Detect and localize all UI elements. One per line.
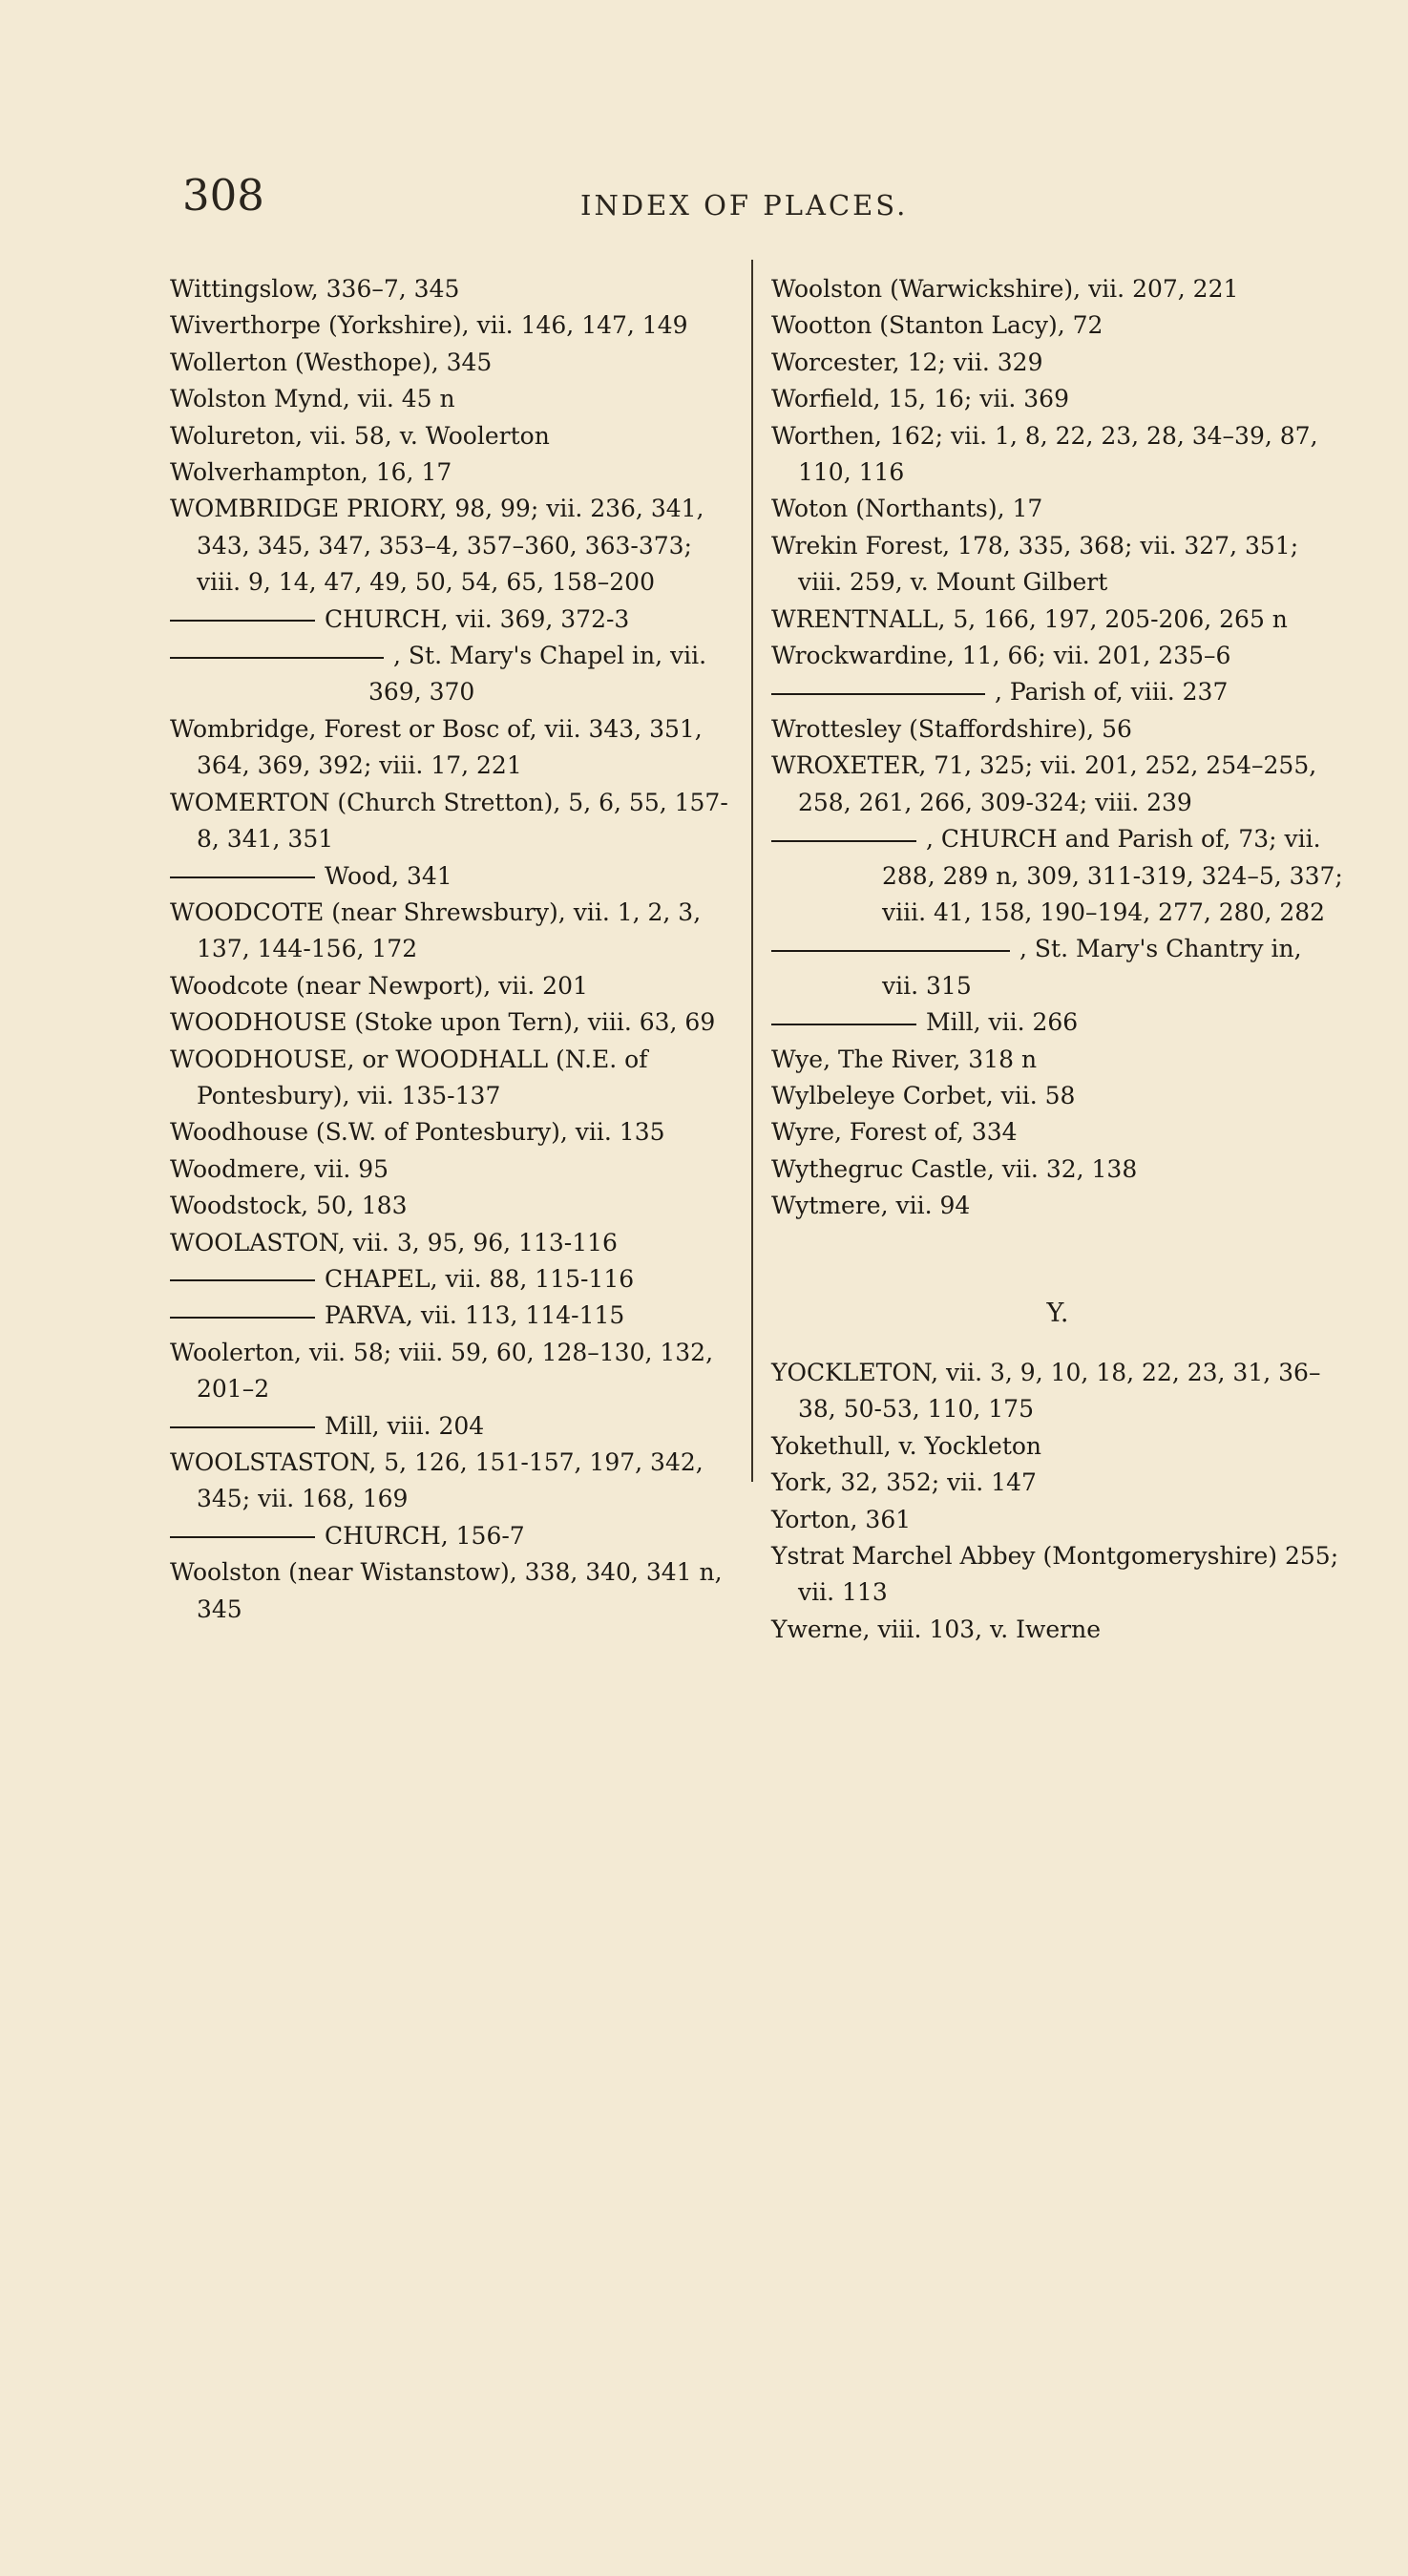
index-subentry	[170, 1261, 731, 1298]
index-entry: WOMERTON (Church Stretton), 5, 6, 55, 157-8, 341, 351	[170, 788, 728, 854]
subentry-text: CHAPEL, vii. 88, 115-116	[325, 1264, 635, 1293]
right-column	[771, 271, 1344, 1648]
index-entry: WOOLSTASTON, 5, 126, 151-157, 197, 342, 345; vii. 168, 169	[170, 1448, 704, 1513]
index-entry: Wyre, Forest of, 334	[771, 1118, 1018, 1147]
index-entry: Ywerne, viii. 103, v. Iwerne	[771, 1615, 1102, 1643]
index-entry: Woolston (Warwickshire), vii. 207, 221	[771, 275, 1239, 303]
index-entry: Wylbeleye Corbet, vii. 58	[771, 1081, 1076, 1109]
index-entry: Wythegruc Castle, vii. 32, 138	[771, 1154, 1138, 1183]
index-entry: Wootton (Stanton Lacy), 72	[771, 311, 1103, 340]
subentry-text: Mill, vii. 266	[926, 1008, 1079, 1037]
index-entry: Wiverthorpe (Yorkshire), vii. 146, 147, 149	[170, 311, 688, 340]
ditto-rule	[170, 1279, 315, 1281]
subentry-text: Wood, 341	[325, 861, 452, 890]
index-subentry	[170, 602, 731, 638]
subentry-text: CHURCH, 156-7	[325, 1521, 525, 1550]
ditto-rule	[771, 950, 1010, 952]
index-subentry	[170, 638, 731, 711]
index-entry: Wrockwardine, 11, 66; vii. 201, 235–6	[771, 642, 1231, 670]
subentry-text: Mill, viii. 204	[325, 1411, 485, 1440]
subentry-text: , Parish of, viii. 237	[995, 678, 1229, 707]
left-column	[170, 271, 731, 1628]
index-entry: WRENTNALL, 5, 166, 197, 205-206, 265 n	[771, 604, 1288, 633]
index-subentry	[771, 674, 1344, 710]
index-entry: WOMBRIDGE PRIORY, 98, 99; vii. 236, 341, 343, 345, 347, 353–4, 357–360, 363-373; viii. 9, 14, 47, 49, 50, 54, 65, 158–200	[170, 495, 704, 597]
index-subentry	[771, 931, 1344, 1004]
index-entry: YOCKLETON, vii. 3, 9, 10, 18, 22, 23, 31, 36–38, 50-53, 110, 175	[771, 1358, 1321, 1424]
index-entry: Woodhouse (S.W. of Pontesbury), vii. 135	[170, 1118, 665, 1147]
index-entry: Ystrat Marchel Abbey (Montgomeryshire) 255; vii. 113	[771, 1542, 1339, 1607]
index-subentry	[170, 1518, 731, 1554]
subentry-text: CHURCH, vii. 369, 372-3	[325, 604, 630, 633]
index-entry: Woodstock, 50, 183	[170, 1192, 408, 1220]
section-heading-y: Y.	[1046, 1298, 1069, 1328]
index-entry: WOOLASTON, vii. 3, 95, 96, 113-116	[170, 1228, 618, 1256]
index-entry: Wolureton, vii. 58, v. Woolerton	[170, 421, 550, 450]
column-divider	[751, 260, 753, 1482]
index-entry: WOODCOTE (near Shrewsbury), vii. 1, 2, 3, 137, 144-156, 172	[170, 897, 702, 963]
index-entry: Wrottesley (Staffordshire), 56	[771, 714, 1132, 743]
index-entry: Wombridge, Forest or Bosc of, vii. 343, 351, 364, 369, 392; viii. 17, 221	[170, 714, 703, 780]
ditto-rule	[170, 657, 384, 659]
index-entry: WOODHOUSE (Stoke upon Tern), viii. 63, 69	[170, 1008, 716, 1037]
index-entry: Wye, The River, 318 n	[771, 1045, 1038, 1073]
index-entry: Wrekin Forest, 178, 335, 368; vii. 327, 351; viii. 259, v. Mount Gilbert	[771, 531, 1299, 597]
index-entry: WOODHOUSE, or WOODHALL (N.E. of Pontesbury), vii. 135-137	[170, 1045, 648, 1109]
index-entry: Woton (Northants), 17	[771, 495, 1043, 523]
page-number: 308	[182, 170, 264, 221]
index-subentry	[771, 1004, 1344, 1041]
ditto-rule	[170, 620, 315, 622]
index-entry: Woodmere, vii. 95	[170, 1154, 389, 1183]
index-entry: Wolston Mynd, vii. 45 n	[170, 385, 455, 413]
index-entry: Worcester, 12; vii. 329	[771, 348, 1043, 376]
subentry-text: , St. Mary's Chapel in, vii. 369, 370	[368, 642, 707, 707]
index-subentry	[170, 1298, 731, 1334]
index-subentry	[771, 821, 1344, 931]
ditto-rule	[771, 693, 985, 695]
index-subentry	[170, 858, 731, 895]
index-entry: Worthen, 162; vii. 1, 8, 22, 23, 28, 34–39, 87, 110, 116	[771, 421, 1318, 487]
index-entry: Wolverhampton, 16, 17	[170, 458, 452, 487]
ditto-rule	[170, 1426, 315, 1428]
index-entry: Wittingslow, 336–7, 345	[170, 275, 460, 303]
index-entry: WROXETER, 71, 325; vii. 201, 252, 254–255, 258, 261, 266, 309-324; viii. 239	[771, 751, 1317, 816]
index-entry: Worfield, 15, 16; vii. 369	[771, 385, 1069, 413]
index-entry: York, 32, 352; vii. 147	[771, 1468, 1037, 1497]
index-entry: Woolerton, vii. 58; viii. 59, 60, 128–130, 132, 201–2	[170, 1338, 714, 1404]
index-entry: Wollerton (Westhope), 345	[170, 348, 493, 376]
ditto-rule	[170, 876, 315, 878]
index-entry: Woolston (near Wistanstow), 338, 340, 341 n, 345	[170, 1558, 723, 1623]
index-entry: Wytmere, vii. 94	[771, 1192, 971, 1220]
subentry-text: , St. Mary's Chantry in, vii. 315	[882, 935, 1302, 1000]
ditto-rule	[170, 1317, 315, 1319]
ditto-rule	[771, 840, 916, 842]
ditto-rule	[170, 1536, 315, 1538]
index-entry: Yokethull, v. Yockleton	[771, 1431, 1042, 1460]
subentry-text: , CHURCH and Parish of, 73; vii. 288, 289 n, 309, 311-319, 324–5, 337; viii. 41, 158, 190–194, 277, 280, 282	[882, 825, 1343, 926]
index-subentry	[170, 1408, 731, 1445]
index-entry: Woodcote (near Newport), vii. 201	[170, 971, 588, 1000]
subentry-text: PARVA, vii. 113, 114-115	[325, 1301, 625, 1330]
ditto-rule	[771, 1024, 916, 1025]
running-head: INDEX OF PLACES.	[580, 189, 909, 222]
index-entry: Yorton, 361	[771, 1505, 912, 1533]
